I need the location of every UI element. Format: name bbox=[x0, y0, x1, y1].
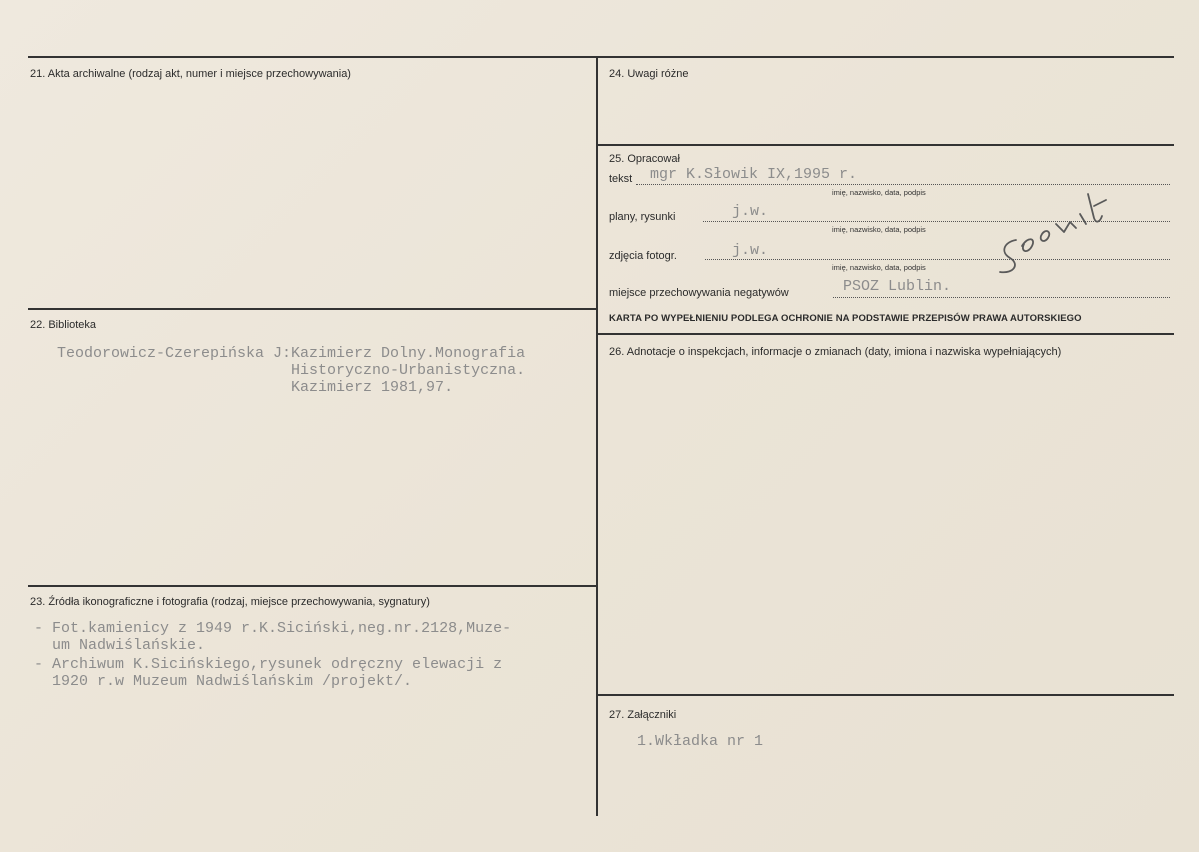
negatywy-label: miejsce przechowywania negatywów bbox=[609, 287, 789, 299]
center-divider bbox=[596, 56, 598, 816]
plany-value: j.w. bbox=[732, 203, 769, 220]
negatywy-dotted-line bbox=[833, 297, 1170, 298]
negatywy-value: PSOZ Lublin. bbox=[843, 278, 952, 295]
section-21-label: 21. Akta archiwalne (rodzaj akt, numer i miejsce przechowywania) bbox=[30, 68, 351, 80]
rule-below-25 bbox=[598, 333, 1174, 335]
section-23-line-3: - Archiwum K.Sicińskiego,rysunek odręczny elewacji z bbox=[34, 656, 503, 673]
section-22-line-1: Teodorowicz-Czerepińska J:Kazimierz Dolny.Monografia bbox=[57, 345, 526, 362]
plany-label: plany, rysunki bbox=[609, 211, 676, 223]
section-25-label: 25. Opracował bbox=[609, 153, 680, 165]
section-23-label: 23. Źródła ikonograficzne i fotografia (rodzaj, miejsce przechowywania, sygnatury) bbox=[30, 596, 430, 608]
tekst-label: tekst bbox=[609, 173, 633, 185]
top-rule bbox=[28, 56, 1174, 58]
rule-below-21 bbox=[28, 308, 596, 310]
zdjecia-label: zdjęcia fotogr. bbox=[609, 250, 677, 262]
section-24-label: 24. Uwagi różne bbox=[609, 68, 689, 80]
section-22-line-2: Historyczno-Urbanistyczna. bbox=[57, 362, 526, 379]
section-22-label: 22. Biblioteka bbox=[30, 319, 97, 331]
tekst-value: mgr K.Słowik IX,1995 r. bbox=[650, 166, 858, 183]
signature-mark bbox=[990, 180, 1130, 280]
section-23-line-1: - Fot.kamienicy z 1949 r.K.Siciński,neg.nr.2128,Muze- bbox=[34, 620, 512, 637]
section-27-label: 27. Załączniki bbox=[609, 709, 677, 721]
section-22-line-3: Kazimierz 1981,97. bbox=[57, 379, 454, 396]
rule-below-24 bbox=[598, 144, 1174, 146]
section-27-line-1: 1.Wkładka nr 1 bbox=[637, 733, 764, 750]
plany-hint: imię, nazwisko, data, podpis bbox=[832, 225, 926, 234]
zdjecia-hint: imię, nazwisko, data, podpis bbox=[832, 263, 926, 272]
section-26-label: 26. Adnotacje o inspekcjach, informacje o zmianach (daty, imiona i nazwiska wypełniających) bbox=[609, 346, 1062, 358]
section-23-line-2: um Nadwiślańskie. bbox=[34, 637, 206, 654]
rule-below-26 bbox=[598, 694, 1174, 696]
tekst-hint: imię, nazwisko, data, podpis bbox=[832, 188, 926, 197]
rule-below-22 bbox=[28, 585, 596, 587]
zdjecia-value: j.w. bbox=[732, 242, 769, 259]
section-23-line-4: 1920 r.w Muzeum Nadwiślańskim /projekt/. bbox=[34, 673, 413, 690]
copyright-notice: KARTA PO WYPEŁNIENIU PODLEGA OCHRONIE NA PODSTAWIE PRZEPISÓW PRAWA AUTORSKIEGO bbox=[609, 313, 1082, 324]
